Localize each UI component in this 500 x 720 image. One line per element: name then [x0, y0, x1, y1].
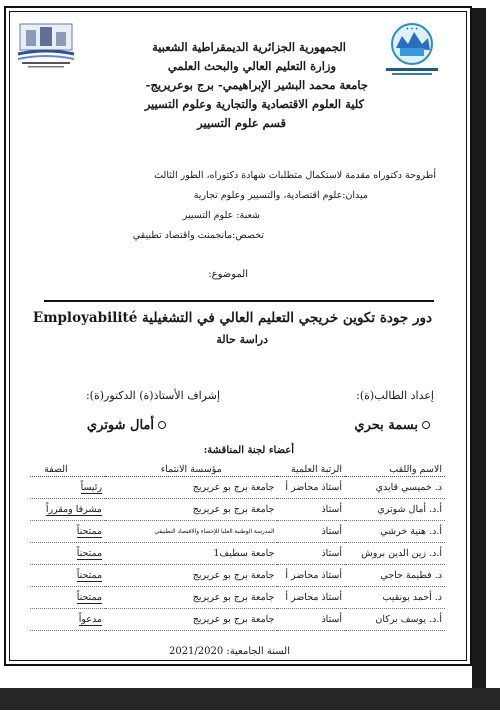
academic-year: السنة الجامعية: 2021/2020: [168, 646, 290, 657]
table-row: [30, 521, 445, 543]
table-header-row: [30, 463, 445, 477]
table-row: [30, 477, 445, 499]
supervisor-label: إشراف الأستاذ(ة) الدكتور(ة):: [85, 389, 220, 402]
member-rank: أستاذ: [277, 499, 345, 521]
member-name: أ.د. زين الدين بروش: [345, 543, 445, 565]
member-institution: جامعة سطيف1: [105, 543, 277, 565]
member-name: أ.د. يوسف بركان: [345, 609, 445, 631]
member-institution: جامعة برج بو عريريج: [105, 609, 277, 631]
committee-title: أعضاء لجنة المناقشة:: [203, 445, 294, 456]
header-line-faculty: كلية العلوم الاقتصادية والتجارية وعلوم التسيير: [144, 97, 364, 111]
thesis-subtitle: دراسة حالة: [216, 333, 268, 346]
committee-table: [30, 463, 445, 631]
table-row: [30, 565, 445, 587]
member-rank: أستاذ: [277, 609, 345, 631]
member-rank: أستاذ محاضر أ: [277, 565, 345, 587]
header-rank: الرتبة العلمية: [277, 463, 345, 477]
svg-text:✦ ✦ ✦: ✦ ✦ ✦: [405, 26, 419, 31]
thesis-branch: شعبة: علوم التسيير: [182, 210, 260, 221]
member-role: ممتحناً: [30, 543, 105, 565]
member-role: ممتحناً: [30, 521, 105, 543]
table-row: [30, 543, 445, 565]
university-logo: [380, 22, 444, 78]
header-name: الاسم واللقب: [345, 463, 445, 477]
table-row: [30, 587, 445, 609]
member-role: ممتحناً: [30, 587, 105, 609]
table-row: [30, 499, 445, 521]
table-row: [30, 609, 445, 631]
member-rank: أستاذ محاضر أ: [277, 587, 345, 609]
thesis-field: ميدان:علوم اقتصادية، والتسيير وعلوم تجارية: [193, 190, 368, 201]
member-name: أ.د. أمال شوتري: [345, 499, 445, 521]
scan-shadow-bottom: [0, 688, 500, 710]
header-role: الصفة: [30, 463, 105, 477]
thesis-description: أطروحة دكتوراه مقدمة لاستكمال متطلبات شهادة دكتوراه، الطور الثالث: [154, 170, 436, 181]
member-rank: أستاذ: [277, 543, 345, 565]
member-name: د. خميسي قايدي: [345, 477, 445, 499]
supervisor-name: أمال شوتري: [86, 418, 154, 433]
member-role: مدعواً: [30, 609, 105, 631]
member-name: د. فطيمة حاجي: [345, 565, 445, 587]
member-name: أ.د. هنية خرشي: [345, 521, 445, 543]
bullet-icon: [422, 421, 430, 429]
bullet-icon: [158, 421, 166, 429]
supervisor-name-row: [60, 414, 170, 433]
student-name: بسمة بحري: [354, 418, 418, 433]
student-name-row: [330, 414, 434, 433]
header-line-university: جامعة محمد البشير الإبراهيمي- برج بوعريريج-: [145, 78, 368, 92]
member-institution: المدرسة الوطنية العليا للإحصاء والاقتصاد التطبيقي: [105, 521, 277, 543]
member-rank: أستاذ: [277, 521, 345, 543]
header-line-department: قسم علوم التسيير: [197, 116, 286, 130]
title-rule-top: [44, 300, 434, 302]
student-label: إعداد الطالب(ة):: [356, 389, 434, 402]
member-name: د. أحمد بونقيب: [345, 587, 445, 609]
member-role: مشرفا ومقرراً: [30, 499, 105, 521]
member-institution: جامعة برج بو عريريج: [105, 477, 277, 499]
thesis-specialty: تخصص:مانجمنت واقتصاد تطبيقي: [132, 230, 264, 241]
member-institution: جامعة برج بو عريريج: [105, 499, 277, 521]
member-role: ممتحناً: [30, 565, 105, 587]
subject-label: الموضوع:: [208, 269, 248, 280]
header-line-republic: الجمهورية الجزائرية الديمقراطية الشعبية: [152, 40, 346, 54]
member-role: رئيساً: [30, 477, 105, 499]
member-institution: جامعة برج بو عريريج: [105, 565, 277, 587]
member-institution: جامعة برج بو عريريج: [105, 587, 277, 609]
header-institution: مؤسسة الانتماء: [105, 463, 277, 477]
header-line-ministry: وزارة التعليم العالي والبحث العلمي: [167, 59, 336, 73]
member-rank: أستاذ محاضر أ: [277, 477, 345, 499]
faculty-logo: [14, 22, 78, 70]
scan-shadow-right: [472, 8, 486, 708]
thesis-title: دور جودة تكوين خريجي التعليم العالي في التشغيلية Employabilité: [32, 310, 432, 326]
